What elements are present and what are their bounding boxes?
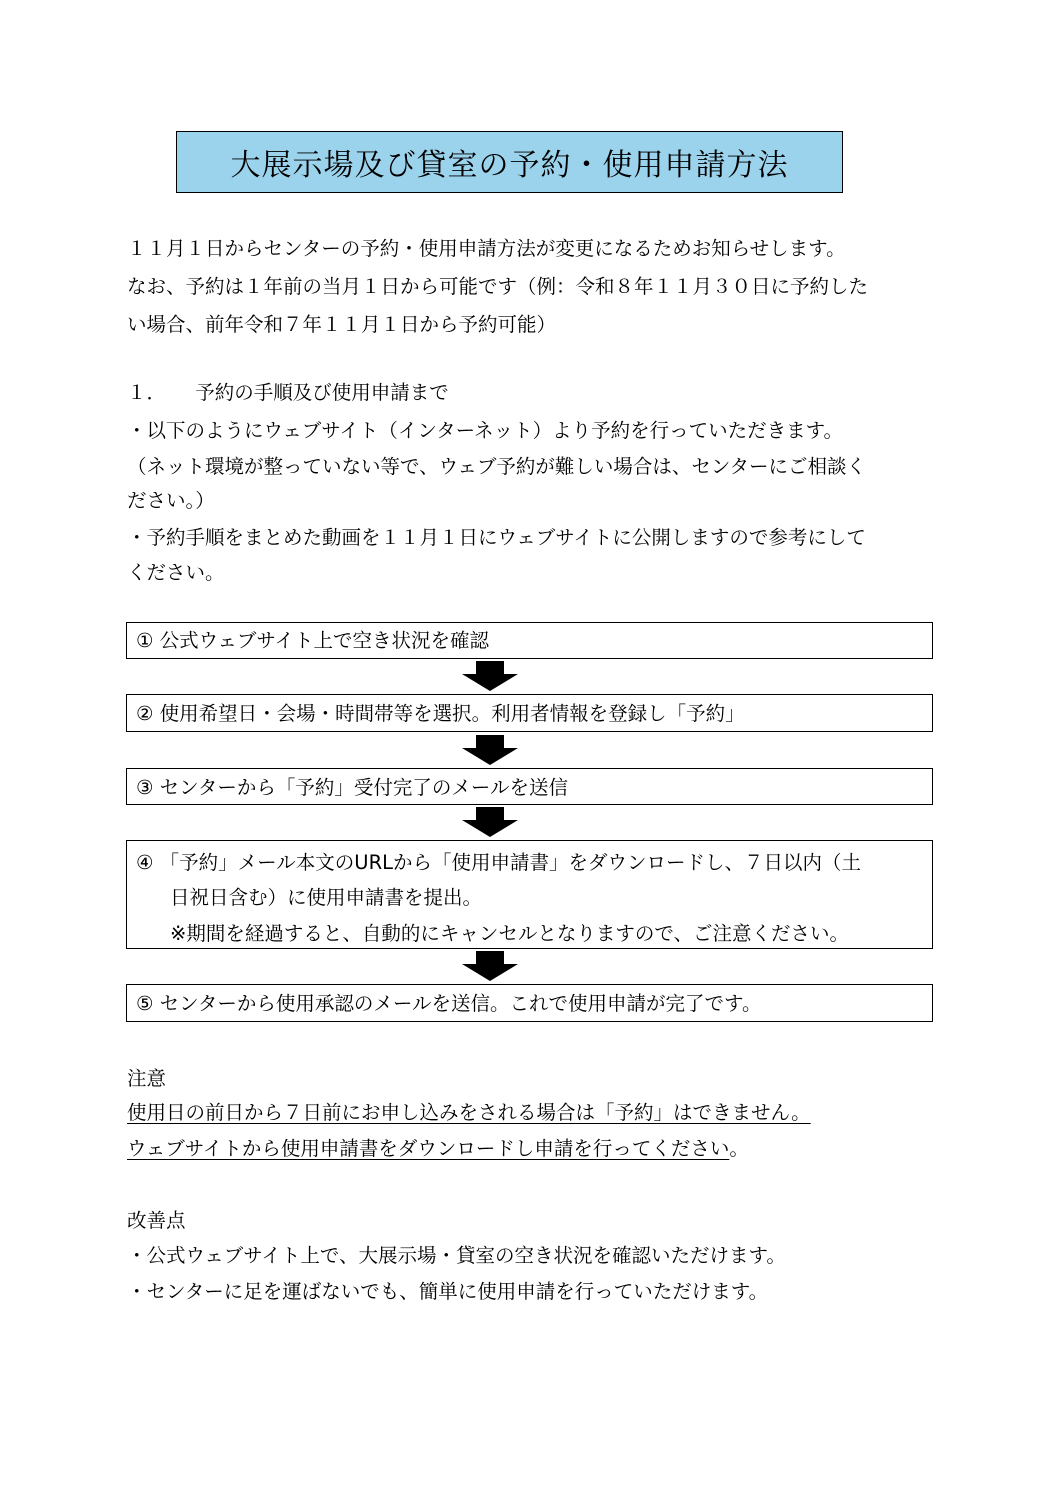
down-arrow-icon xyxy=(460,661,520,691)
improvements-line-2: ・センターに足を運ばないでも、簡単に使用申請を行っていただけます。 xyxy=(127,1280,769,1303)
section-line-1: ・以下のようにウェブサイト（インターネット）より予約を行っていただきます。 xyxy=(127,419,844,442)
down-arrow-icon xyxy=(460,735,520,765)
document-title: 大展示場及び貸室の予約・使用申請方法 xyxy=(176,131,843,193)
notice-line-2-end: 。 xyxy=(729,1137,749,1160)
section-line-2: （ネット環境が整っていない等で、ウェブ予約が難しい場合は、センターにご相談く xyxy=(127,455,867,478)
intro-line-2: なお、予約は１年前の当月１日から可能です（例：令和８年１１月３０日に予約した xyxy=(127,275,869,298)
step-2-text: ② 使用希望日・会場・時間帯等を選択。利用者情報を登録し「予約」 xyxy=(136,702,745,725)
section-line-5: ください。 xyxy=(127,561,225,584)
notice-heading: 注意 xyxy=(127,1067,167,1090)
improvements-line-1: ・公式ウェブサイト上で、大展示場・貸室の空き状況を確認いただけます。 xyxy=(127,1244,786,1267)
down-arrow-icon xyxy=(460,951,520,981)
step-box-5 xyxy=(126,984,933,1022)
step-box-1 xyxy=(126,622,933,659)
notice-line-2 xyxy=(127,1137,749,1161)
notice-line-1: 使用日の前日から７日前にお申し込みをされる場合は「予約」はできません。 xyxy=(127,1101,811,1124)
step-5-text: ⑤ センターから使用承認のメールを送信。これで使用申請が完了です。 xyxy=(136,992,762,1015)
step-4-text-line-3: ※期間を経過すると、自動的にキャンセルとなりますので、ご注意ください。 xyxy=(170,922,849,945)
step-box-4 xyxy=(126,840,933,949)
step-box-2 xyxy=(126,694,933,732)
step-box-3 xyxy=(126,768,933,805)
section-line-3: ださい。） xyxy=(127,489,215,512)
step-1-text: ① 公式ウェブサイト上で空き状況を確認 xyxy=(136,629,490,652)
step-3-text: ③ センターから「予約」受付完了のメールを送信 xyxy=(136,776,569,799)
step-4-text-line-1: ④ 「予約」メール本文のURLから「使用申請書」をダウンロードし、７日以内（土 xyxy=(136,851,861,874)
down-arrow-icon xyxy=(460,807,520,837)
section-heading: １． 予約の手順及び使用申請まで xyxy=(127,381,449,404)
improvements-heading: 改善点 xyxy=(127,1209,186,1232)
step-4-text-line-2: 日祝日含む）に使用申請書を提出。 xyxy=(170,886,483,909)
intro-line-1: １１月１日からセンターの予約・使用申請方法が変更になるためお知らせします。 xyxy=(127,237,846,260)
intro-line-3: い場合、前年令和７年１１月１日から予約可能） xyxy=(127,313,557,336)
notice-line-2-underlined: ウェブサイトから使用申請書をダウンロードし申請を行ってください xyxy=(127,1137,730,1160)
section-line-4: ・予約手順をまとめた動画を１１月１日にウェブサイトに公開しますので参考にして xyxy=(127,526,866,549)
